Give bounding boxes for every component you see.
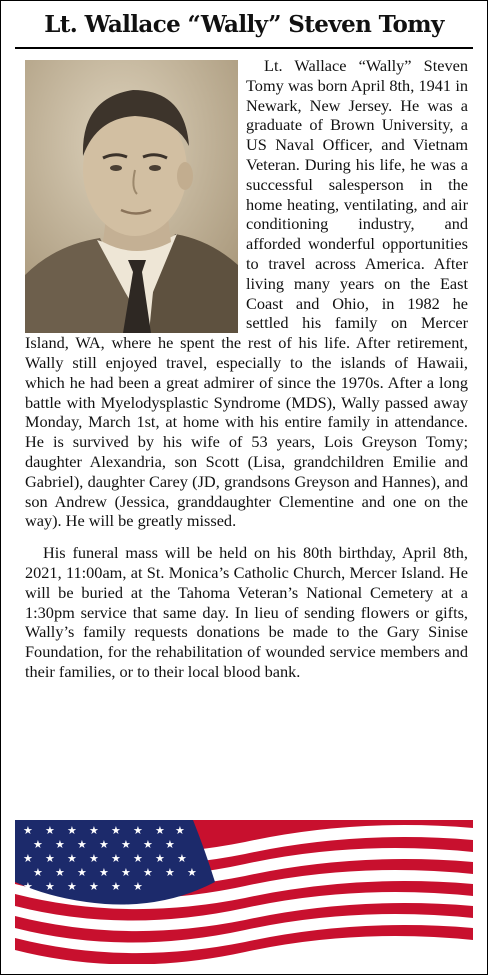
svg-text:★: ★ — [155, 824, 165, 837]
svg-text:★: ★ — [187, 866, 197, 879]
american-flag-image — [15, 820, 473, 964]
svg-text:★: ★ — [133, 852, 143, 865]
svg-text:★: ★ — [23, 880, 33, 893]
svg-text:★: ★ — [99, 866, 109, 879]
svg-text:★: ★ — [143, 838, 153, 851]
svg-text:★: ★ — [121, 838, 131, 851]
svg-text:★: ★ — [143, 866, 153, 879]
svg-text:★: ★ — [121, 866, 131, 879]
obituary-title: Lt. Wallace “Wally” Steven Tomy — [44, 11, 444, 38]
svg-text:★: ★ — [99, 838, 109, 851]
svg-text:★: ★ — [77, 866, 87, 879]
svg-text:★: ★ — [111, 880, 121, 893]
svg-text:★: ★ — [133, 880, 143, 893]
svg-text:★: ★ — [67, 880, 77, 893]
svg-text:★: ★ — [55, 838, 65, 851]
title-divider — [15, 47, 473, 49]
svg-text:★: ★ — [33, 838, 43, 851]
svg-text:★: ★ — [89, 852, 99, 865]
svg-text:★: ★ — [177, 852, 187, 865]
svg-text:★: ★ — [155, 852, 165, 865]
flag-illustration — [15, 820, 473, 964]
svg-text:★: ★ — [55, 866, 65, 879]
obituary-body — [25, 56, 468, 682]
svg-text:★: ★ — [165, 838, 175, 851]
svg-text:★: ★ — [33, 866, 43, 879]
obituary-paragraph-services: His funeral mass will be held on his 80th birthday, April 8th, 2021, 11:00am, at St. Monica’s Catholic Church, Mercer Island. He will be buried at the Tahoma Veteran’s National Cemetery at a 1:30pm service that same day. In lieu of sending flowers or gifts, Wally’s family requests donations be made to the Gary Sinise Foundation, for the rehabilitation of wounded service members and their families, or to their local blood bank. — [25, 543, 468, 681]
obituary-paragraph-life: Lt. Wallace “Wally” Steven Tomy was born April 8th, 1941 in Newark, New Jersey. He was a graduate of Brown University, a US Naval Officer, and Vietnam Veteran. During his life, he was a successful salesperson in the home heating, ventilating, and air conditioning industry, and afforded wonderful opportunities to travel across America. After living many years on the East Coast and Ohio, in 1982 he settled his family on Mercer Island, WA, where he spent the rest of his life. After retirement, Wally still enjoyed travel, especially to the islands of Hawaii, which he had been a great admirer of since the 1970s. After a long battle with Myelodysplastic Syndrome (MDS), Wally passed away Monday, March 1st, at home with his entire family in attendance. He is survived by his wife of 53 years, Lois Greyson Tomy; daughter Alexandria, son Scott (Lisa, grandchildren Emilie and Gabriel), daughter Carey (JD, grandsons Greyson and Hannes), and son Andrew (Jessica, granddaughter Clementine and one on the way). He will be greatly missed. — [25, 56, 468, 531]
svg-text:★: ★ — [23, 824, 33, 837]
svg-text:★: ★ — [67, 852, 77, 865]
svg-text:★: ★ — [23, 852, 33, 865]
svg-text:★: ★ — [175, 824, 185, 837]
svg-text:★: ★ — [133, 824, 143, 837]
svg-text:★: ★ — [45, 824, 55, 837]
svg-text:★: ★ — [77, 838, 87, 851]
photo-spacer — [25, 56, 246, 333]
svg-text:★: ★ — [111, 852, 121, 865]
svg-text:★: ★ — [165, 866, 175, 879]
svg-text:★: ★ — [111, 824, 121, 837]
svg-text:★: ★ — [67, 824, 77, 837]
svg-text:★: ★ — [45, 880, 55, 893]
svg-text:★: ★ — [45, 852, 55, 865]
svg-text:★: ★ — [89, 824, 99, 837]
svg-text:★: ★ — [89, 880, 99, 893]
